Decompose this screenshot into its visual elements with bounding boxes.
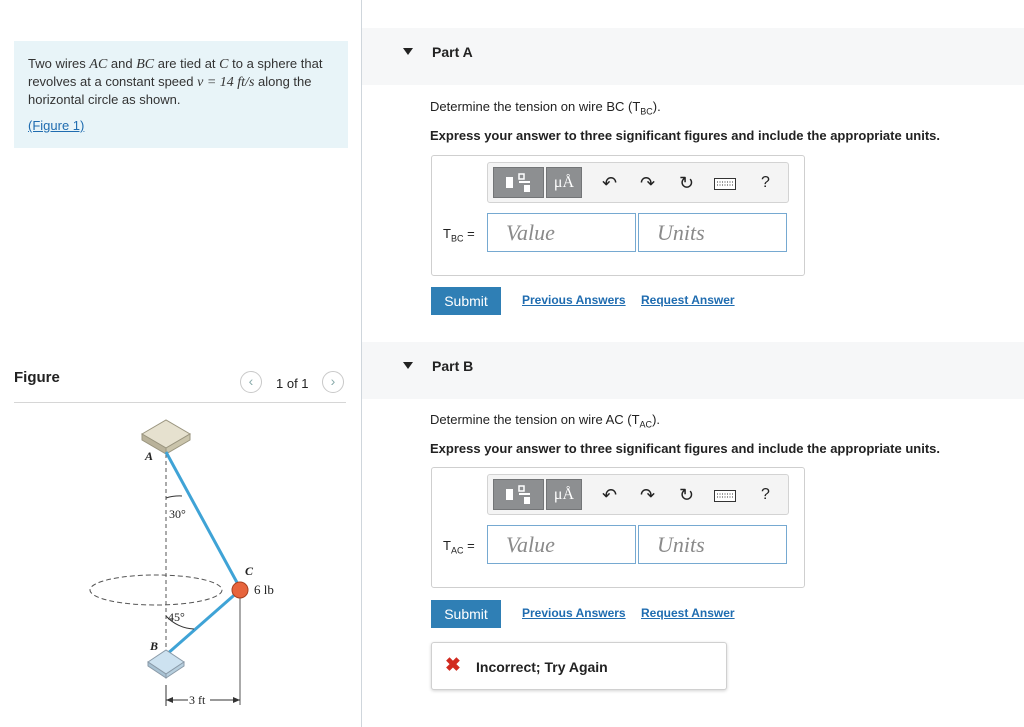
- question-text-end: ).: [652, 412, 661, 427]
- feedback-text: Incorrect; Try Again: [476, 659, 608, 675]
- part-b-toolbar: [487, 474, 789, 515]
- help-icon[interactable]: ?: [761, 486, 770, 503]
- question-text: Determine the tension on wire BC (T: [430, 99, 641, 114]
- label-distance: 3 ft: [189, 693, 206, 707]
- part-a-title: Part A: [432, 44, 473, 60]
- speed-equation: v = 14 ft/s: [197, 75, 255, 90]
- error-x-icon: ✖: [445, 655, 461, 676]
- redo-icon[interactable]: ↷: [640, 173, 656, 193]
- units-button[interactable]: μÅ: [546, 167, 582, 198]
- reset-icon[interactable]: ↻: [679, 485, 695, 505]
- problem-text-part: and: [107, 56, 137, 71]
- variable-main: T: [443, 538, 451, 553]
- label-weight: 6 lb: [254, 582, 274, 597]
- templates-button[interactable]: [493, 479, 544, 510]
- templates-icon: [494, 480, 543, 509]
- problem-text-part: along the horizontal circle as shown.: [28, 74, 312, 107]
- collapse-arrow-icon[interactable]: [403, 48, 413, 55]
- part-a-previous-answers-link[interactable]: Previous Answers: [522, 293, 626, 307]
- question-text-end: ).: [652, 99, 661, 114]
- part-b-value-input[interactable]: [487, 525, 636, 564]
- part-b-header[interactable]: [362, 342, 1024, 399]
- question-text: Determine the tension on wire AC (T: [430, 412, 640, 427]
- part-a-header[interactable]: [362, 28, 1024, 85]
- units-placeholder: Units: [657, 532, 705, 557]
- feedback-message: [431, 642, 727, 690]
- problem-text: [28, 55, 338, 108]
- label-a: A: [145, 449, 154, 463]
- part-a-toolbar: [487, 162, 789, 203]
- horizontal-circle-path: [90, 575, 222, 605]
- part-a-submit-button[interactable]: Submit: [431, 287, 501, 315]
- keyboard-icon[interactable]: [714, 178, 736, 190]
- point-c-label: C: [219, 57, 229, 72]
- templates-icon: [494, 168, 543, 197]
- collapse-arrow-icon[interactable]: [403, 362, 413, 369]
- part-a-question: [430, 99, 661, 117]
- part-b-submit-button[interactable]: Submit: [431, 600, 501, 628]
- variable-eq: =: [463, 538, 475, 553]
- label-angle-top: 30°: [169, 507, 186, 521]
- variable-sub: BC: [450, 233, 464, 244]
- bottom-support-block: [148, 650, 184, 678]
- part-b-previous-answers-link[interactable]: Previous Answers: [522, 606, 626, 620]
- dimension-arrow-left: [166, 697, 173, 703]
- part-a-variable-label: [443, 226, 475, 244]
- figure-divider: [14, 402, 346, 403]
- redo-icon[interactable]: ↷: [640, 485, 656, 505]
- part-b-variable-label: [443, 538, 475, 556]
- figure-link[interactable]: (Figure 1): [28, 118, 85, 133]
- undo-icon[interactable]: ↶: [602, 485, 618, 505]
- figure-diagram: [80, 410, 300, 720]
- value-placeholder: Value: [506, 532, 555, 557]
- dimension-arrow-right: [233, 697, 240, 703]
- problem-text-part: Two wires: [28, 56, 90, 71]
- part-a-request-answer-link[interactable]: Request Answer: [641, 293, 735, 307]
- figure-title: Figure: [14, 369, 60, 386]
- templates-button[interactable]: [493, 167, 544, 198]
- part-b-request-answer-link[interactable]: Request Answer: [641, 606, 735, 620]
- problem-text-part: are tied at: [154, 56, 220, 71]
- problem-statement: [14, 41, 348, 148]
- next-figure-button[interactable]: [322, 371, 344, 393]
- question-subscript: BC: [640, 106, 653, 117]
- part-a-value-input[interactable]: [487, 213, 636, 252]
- part-b-answer-box: [431, 467, 805, 588]
- part-a-instruction: Express your answer to three significant figures and include the appropriate units.: [430, 128, 940, 143]
- part-b-question: [430, 412, 660, 430]
- variable-sub: AC: [450, 545, 464, 556]
- wire-ac-label: AC: [89, 57, 108, 72]
- label-b: B: [150, 639, 159, 653]
- figure-counter: 1 of 1: [276, 376, 309, 391]
- variable-main: T: [443, 226, 451, 241]
- prev-figure-button[interactable]: [240, 371, 262, 393]
- wire-bc-label: BC: [136, 57, 155, 72]
- undo-icon[interactable]: ↶: [602, 173, 618, 193]
- label-c: C: [245, 564, 254, 578]
- reset-icon[interactable]: ↻: [679, 173, 695, 193]
- sphere: [232, 582, 248, 598]
- angle-arc-top: [166, 496, 182, 498]
- left-panel: [0, 0, 361, 727]
- value-placeholder: Value: [506, 220, 555, 245]
- units-placeholder: Units: [657, 220, 705, 245]
- part-b-units-input[interactable]: [638, 525, 787, 564]
- part-b-instruction: Express your answer to three significant figures and include the appropriate units.: [430, 441, 940, 456]
- chevron-left-icon: ‹: [248, 373, 254, 389]
- part-b-title: Part B: [432, 358, 474, 374]
- help-icon[interactable]: ?: [761, 174, 770, 191]
- variable-eq: =: [463, 226, 475, 241]
- part-a-answer-box: [431, 155, 805, 276]
- question-subscript: AC: [639, 419, 653, 430]
- units-button[interactable]: μÅ: [546, 479, 582, 510]
- keyboard-icon[interactable]: [714, 490, 736, 502]
- part-a-units-input[interactable]: [638, 213, 787, 252]
- problem-text-part: to a sphere that revolves at a constant speed: [28, 56, 323, 89]
- chevron-right-icon: ›: [330, 373, 336, 389]
- label-angle-bottom: 45°: [168, 610, 185, 624]
